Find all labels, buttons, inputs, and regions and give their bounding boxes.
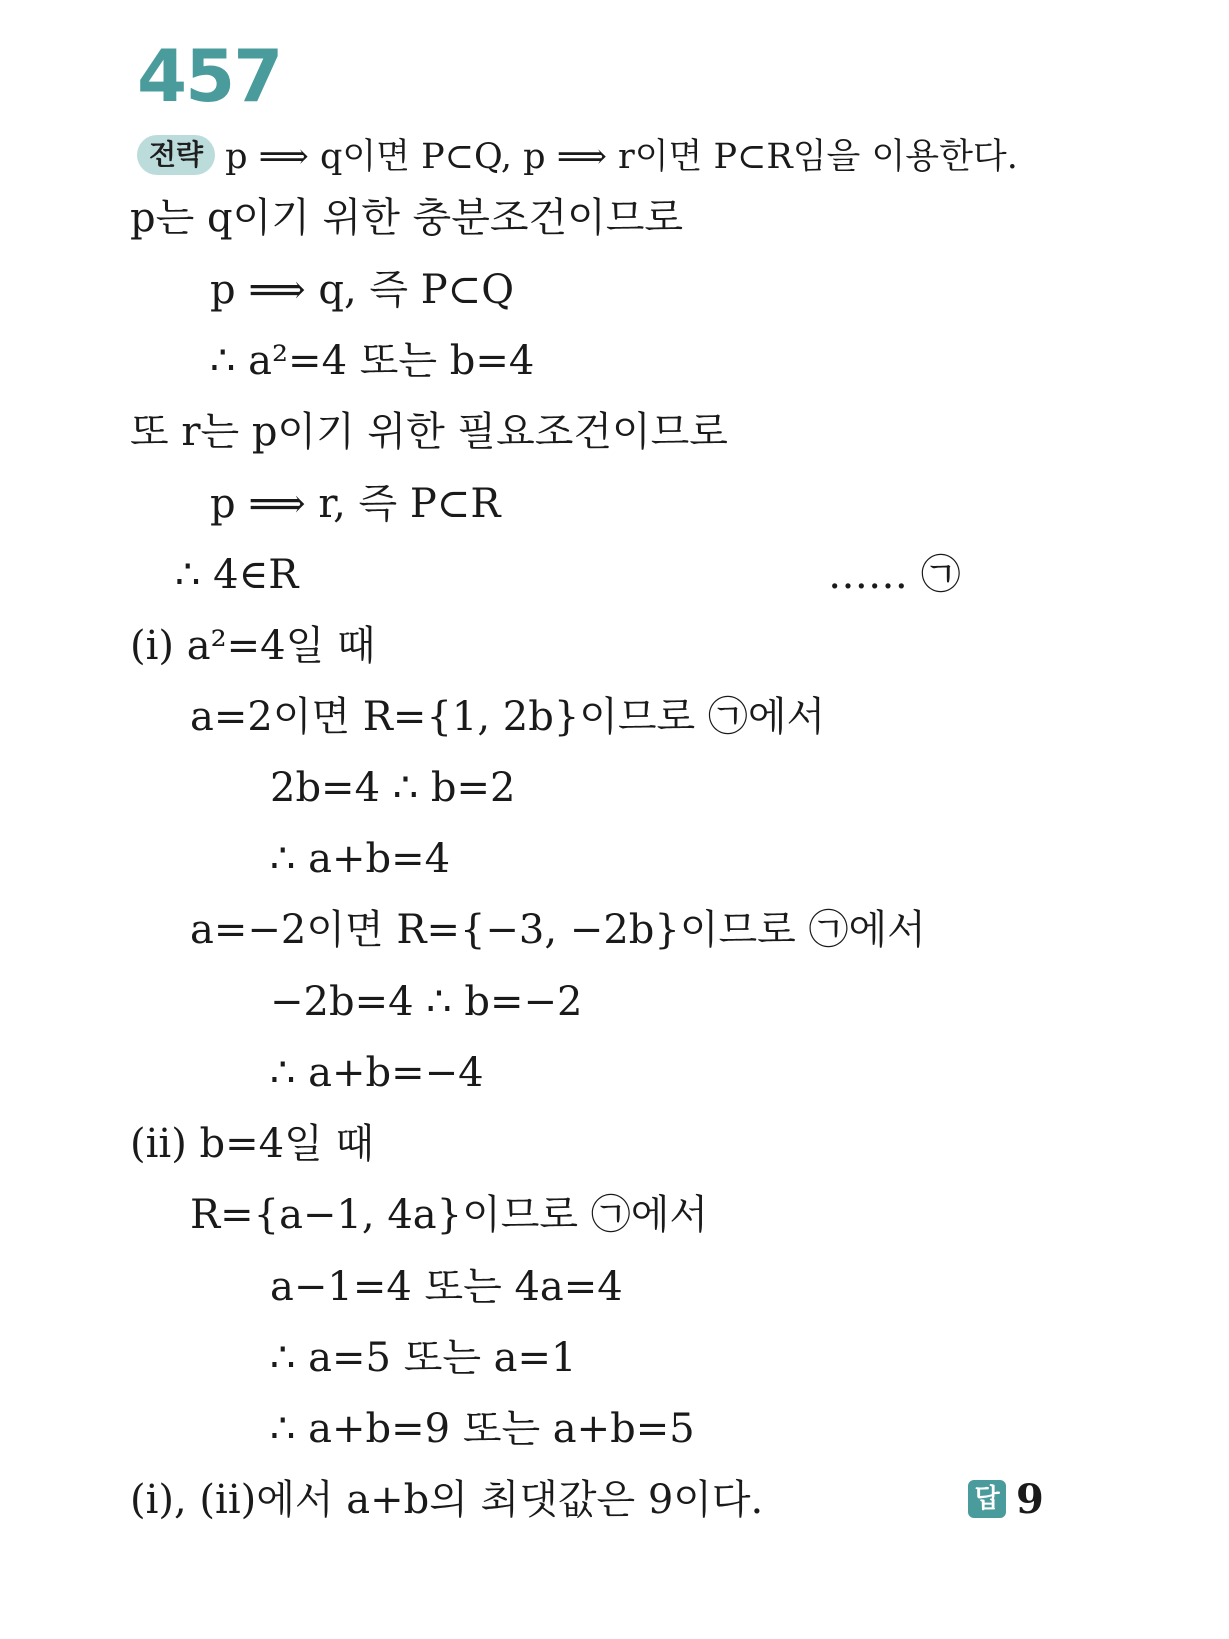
solution-line-10: ∴ a+b=4 xyxy=(270,836,451,882)
solution-line-5: p ⟹ r, 즉 P⊂R xyxy=(210,481,501,527)
solution-line-14: (ii) b=4일 때 xyxy=(130,1121,375,1167)
solution-line-12: −2b=4 ∴ b=−2 xyxy=(270,979,583,1025)
solution-line-7: (i) a²=4일 때 xyxy=(130,623,376,669)
solution-line-16: a−1=4 또는 4a=4 xyxy=(270,1264,623,1310)
solution-line-15: R={a−1, 4a}이므로 ㉠에서 xyxy=(190,1192,708,1238)
solution-line-1: p는 q이기 위한 충분조건이므로 xyxy=(130,195,684,241)
solution-line-19: (i), (ii)에서 a+b의 최댓값은 9이다. xyxy=(130,1477,764,1523)
solution-line-17: ∴ a=5 또는 a=1 xyxy=(270,1335,577,1381)
strategy-badge: 전략 xyxy=(137,135,215,175)
solution-line-3: ∴ a²=4 또는 b=4 xyxy=(210,338,535,384)
solution-line-4: 또 r는 p이기 위한 필요조건이므로 xyxy=(130,409,728,455)
answer-badge: 답 xyxy=(968,1480,1006,1518)
answer xyxy=(968,1472,1044,1528)
solution-line-13: ∴ a+b=−4 xyxy=(270,1050,484,1096)
answer-value: 9 xyxy=(1016,1476,1044,1523)
solution-line-11: a=−2이면 R={−3, −2b}이므로 ㉠에서 xyxy=(190,907,926,953)
solution-line-9: 2b=4 ∴ b=2 xyxy=(270,765,516,811)
solution-line-2: p ⟹ q, 즉 P⊂Q xyxy=(210,267,514,313)
equation-marker: …… ㉠ xyxy=(828,552,961,598)
solution-line-8: a=2이면 R={1, 2b}이므로 ㉠에서 xyxy=(190,694,826,740)
strategy-text: p ⟹ q이면 P⊂Q, p ⟹ r이면 P⊂R임을 이용한다. xyxy=(225,137,1018,177)
strategy-line xyxy=(137,133,1018,181)
problem-number: 457 xyxy=(137,34,282,118)
solution-line-18: ∴ a+b=9 또는 a+b=5 xyxy=(270,1406,695,1452)
solution-line-6: ∴ 4∈R xyxy=(175,552,299,598)
